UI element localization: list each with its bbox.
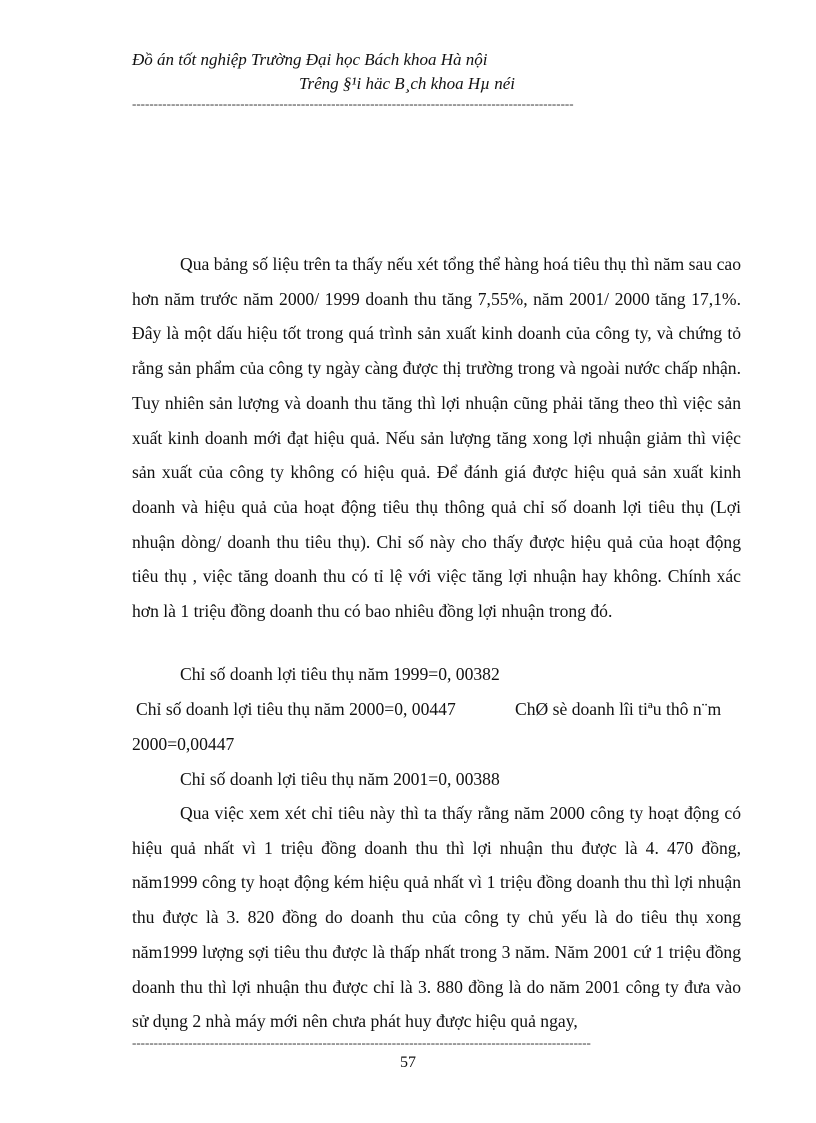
header-title: Đồ án tốt nghiệp Trường Đại học Bách khoa Hà nội (132, 50, 488, 69)
index-2001: Chỉ số doanh lợi tiêu thụ năm 2001=0, 00388 (180, 769, 500, 789)
paragraph-sales-analysis (132, 247, 741, 629)
footer-divider: ---------------------------------------------------------------------------------------------------------- (132, 1035, 591, 1050)
index-2000: Chỉ số doanh lợi tiêu thụ năm 2000=0, 00447 (136, 699, 456, 719)
paragraph-efficiency-analysis (132, 796, 741, 1039)
page-number: 57 (400, 1054, 416, 1071)
index-1999: Chỉ số doanh lợi tiêu thụ năm 1999=0, 00382 (180, 664, 500, 684)
paragraph-sales-analysis-text: Qua bảng số liệu trên ta thấy nếu xét tổng thể hàng hoá tiêu thụ thì năm sau cao hơn năm trước năm 2000/ 1999 doanh thu tăng 7,55%, năm 2001/ 2000 tăng 17,1%. Đây là một dấu hiệu tốt trong quá trình sản xuất kinh doanh của công ty, và chứng tỏ rằng sản phẩm của công ty ngày càng được thị trường trong và ngoài nước chấp nhận. Tuy nhiên sản lượng và doanh thu tăng thì lợi nhuận cũng phải tăng theo thì việc sản xuất kinh doanh mới đạt hiệu quả. Nếu sản lượng tăng xong lợi nhuận giảm thì việc sản xuất của công ty không có hiệu quả. Để đánh giá được hiệu quả sản xuất kinh doanh và hiệu quả của hoạt động tiêu thụ thông quả chỉ số doanh lợi tiêu thụ (Lợi nhuận dòng/ doanh thu tiêu thụ). Chỉ số này cho thấy được hiệu quả của hoạt động tiêu thụ , việc tăng doanh thu có tỉ lệ với việc tăng lợi nhuận hay không. Chính xác hơn là 1 triệu đồng doanh thu có bao nhiêu đồng lợi nhuận trong đó. (132, 254, 741, 622)
header-divider: ------------------------------------------------------------------------------------------------------ (132, 96, 574, 111)
index-2000-value: 2000=0,00447 (132, 734, 235, 754)
paragraph-efficiency-analysis-text: Qua việc xem xét chỉ tiêu này thì ta thấy rằng năm 2000 công ty hoạt động có hiệu quả nhất vì 1 triệu đồng doanh thu thì lợi nhuận thu được là 4. 470 đồng, năm1999 công ty hoạt động kém hiệu quả nhất vì 1 triệu đồng doanh thu thì lợi nhuận thu được là 3. 820 đồng do doanh thu của công ty chủ yếu là do tiêu thụ xong năm1999 lượng sợi tiêu thu được là thấp nhất trong 3 năm. Năm 2001 cứ 1 triệu đồng doanh thu thì lợi nhuận thu được chỉ là 3. 880 đồng là do năm 2001 công ty đưa vào sử dụng 2 nhà máy mới nên chưa phát huy được hiệu quả ngay, (132, 803, 741, 1032)
index-2000-legacy-encoding: ChØ sè doanh lîi tiªu thô n¨m (515, 699, 722, 719)
header-title-legacy-encoding: Trêng §¹i häc B¸ch khoa Hµ néi (299, 74, 516, 93)
